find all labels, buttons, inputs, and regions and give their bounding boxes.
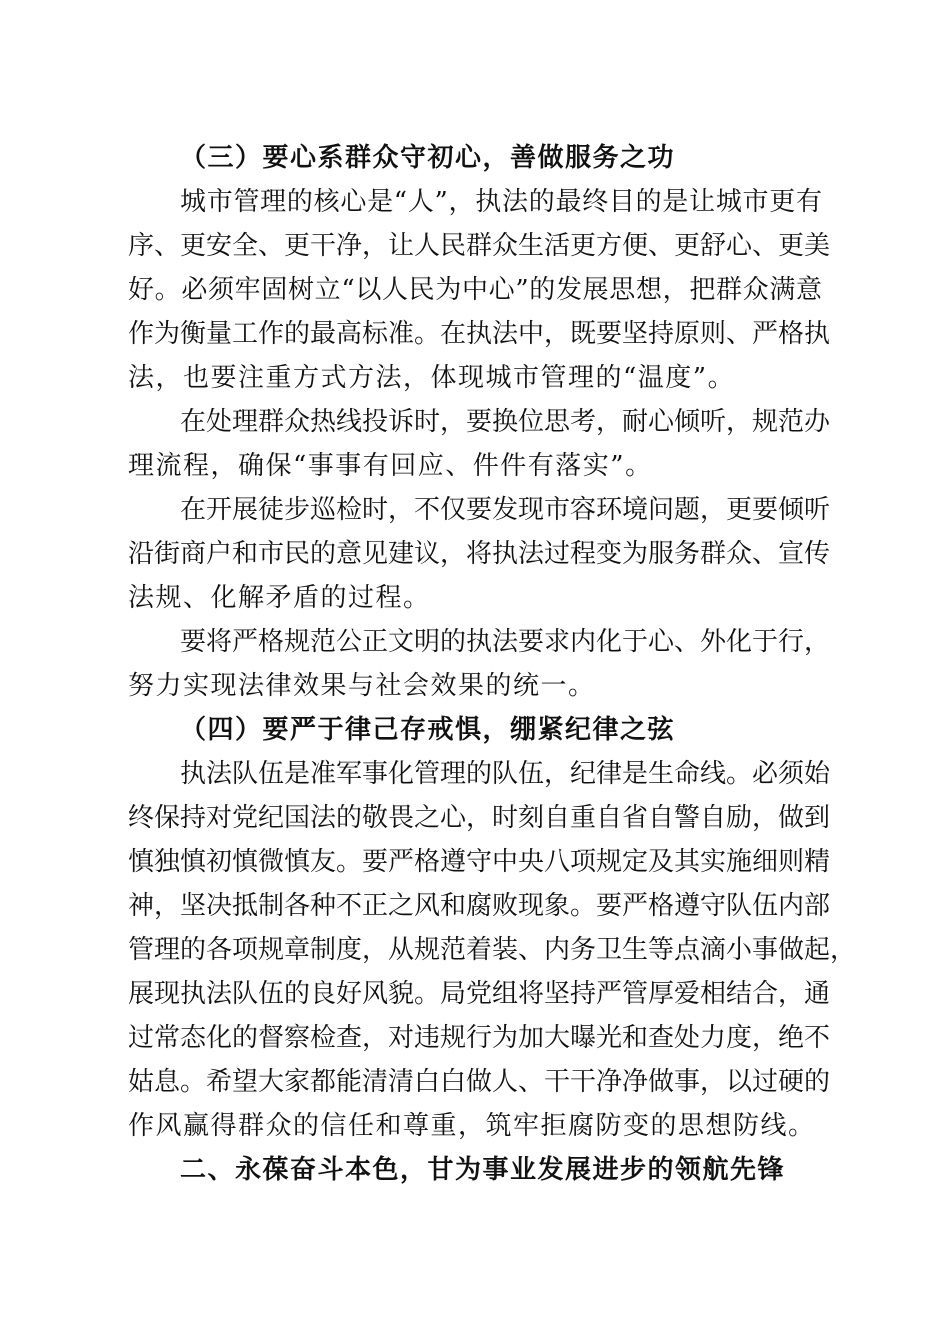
paragraph-line: 序、更安全、更干净，让人民群众生活更方便、更舒心、更美 <box>128 231 831 261</box>
paragraph-line: 展现执法队伍的良好风貌。局党组将坚持严管厚爱相结合，通 <box>128 979 831 1009</box>
paragraph-line: 执法队伍是准军事化管理的队伍，纪律是生命线。必须始 <box>180 759 831 789</box>
paragraph-line: 好。必须牢固树立“以人民为中心”的发展思想，把群众满意 <box>128 275 822 305</box>
paragraph-line: 在开展徒步巡检时，不仅要发现市容环境问题，更要倾听 <box>180 495 831 525</box>
paragraph-line: 沿街商户和市民的意见建议，将执法过程变为服务群众、宣传 <box>128 539 831 569</box>
paragraph-line: 努力实现法律效果与社会效果的统一。 <box>128 671 596 701</box>
paragraph-line: 姑息。希望大家都能清清白白做人、干干净净做事，以过硬的 <box>128 1067 831 1097</box>
paragraph-line: 管理的各项规章制度，从规范着装、内务卫生等点滴小事做起， <box>128 935 857 965</box>
paragraph-line: 法规、化解矛盾的过程。 <box>128 583 431 613</box>
section-heading-3: （三）要心系群众守初心，善做服务之功 <box>180 143 676 173</box>
chapter-heading-two: 二、永葆奋斗本色，甘为事业发展进步的领航先锋 <box>180 1155 786 1185</box>
paragraph-line: 在处理群众热线投诉时，要换位思考，耐心倾听，规范办 <box>180 407 831 437</box>
paragraph-line: 神，坚决抵制各种不正之风和腐败现象。要严格遵守队伍内部 <box>128 891 831 921</box>
paragraph-line: 城市管理的核心是“人”，执法的最终目的是让城市更有 <box>180 187 822 217</box>
paragraph-line: 理流程，确保“事事有回应、件件有落实”。 <box>128 451 653 481</box>
paragraph-line: 终保持对党纪国法的敬畏之心，时刻自重自省自警自励，做到 <box>128 803 831 833</box>
paragraph-line: 作风赢得群众的信任和尊重，筑牢拒腐防变的思想防线。 <box>128 1111 816 1141</box>
paragraph-line: 慎独慎初慎微慎友。要严格遵守中央八项规定及其实施细则精 <box>128 847 831 877</box>
paragraph-line: 要将严格规范公正文明的执法要求内化于心、外化于行， <box>180 627 831 657</box>
paragraph-line: 法，也要注重方式方法，体现城市管理的“温度”。 <box>128 363 736 393</box>
section-heading-4: （四）要严于律己存戒惧，绷紧纪律之弦 <box>180 715 676 745</box>
paragraph-line: 过常态化的督察检查，对违规行为加大曝光和查处力度，绝不 <box>128 1023 831 1053</box>
paragraph-line: 作为衡量工作的最高标准。在执法中，既要坚持原则、严格执 <box>128 319 831 349</box>
